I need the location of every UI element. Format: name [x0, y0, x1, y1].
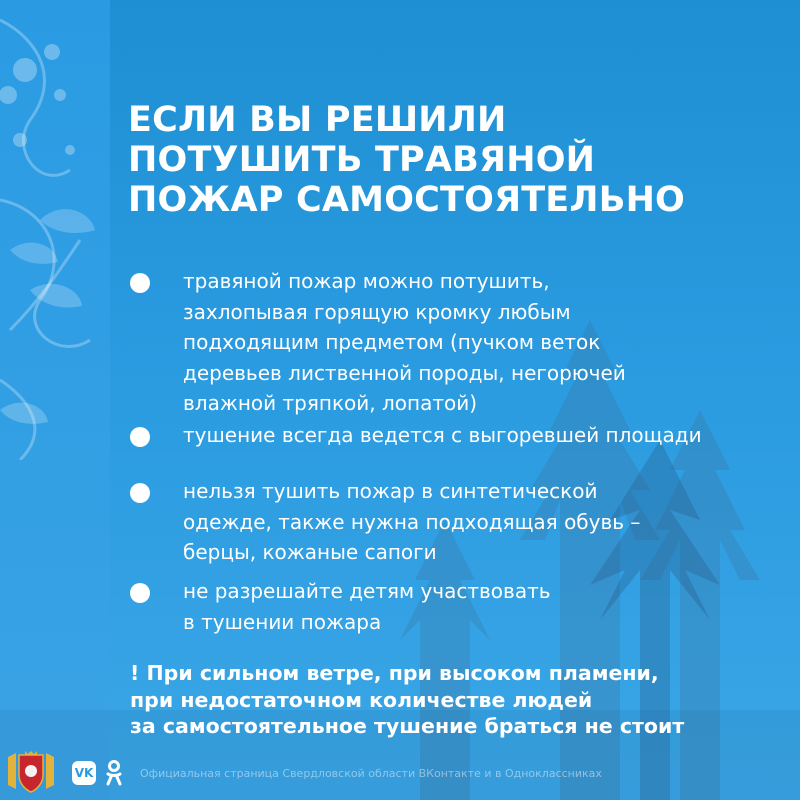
headline-title — [128, 100, 685, 220]
footer-caption: Официальная страница Свердловской области ВКонтакте и в Одноклассниках — [140, 767, 602, 780]
advice-item-text: не разрешайте детям участвовать в тушении пожара — [183, 579, 551, 634]
bullet-dot-icon — [130, 273, 150, 293]
headline-line-2: ПОТУШИТЬ ТРАВЯНОЙ — [128, 140, 596, 180]
bullet-dot-icon — [130, 583, 150, 603]
bullet-dot-icon — [130, 483, 150, 503]
warning-note: ! При сильном ветре, при высоком пламени, при недостаточном количестве людей за самостоятельное тушение браться не стоит — [130, 661, 685, 738]
headline-line-3: ПОЖАР САМОСТОЯТЕЛЬНО — [128, 180, 686, 220]
footer — [0, 745, 800, 800]
advice-item-text: тушение всегда ведется с выгоревшей площади — [183, 423, 702, 447]
headline-line-1: ЕСЛИ ВЫ РЕШИЛИ — [128, 100, 507, 140]
advice-item-text: травяной пожар можно потушить, захлопывая горящую кромку любым подходящим предметом (пучком веток деревьев лиственной породы, негорючей влажной тряпкой, лопатой) — [183, 269, 626, 415]
coat-of-arms-icon — [6, 751, 56, 793]
bullet-dot-icon — [130, 427, 150, 447]
advice-item-text: нельзя тушить пожар в синтетической одежде, также нужна подходящая обувь – берцы, кожаные сапоги — [183, 479, 641, 564]
odnoklassniki-icon[interactable] — [106, 760, 122, 786]
vk-icon[interactable]: VK — [72, 761, 96, 785]
